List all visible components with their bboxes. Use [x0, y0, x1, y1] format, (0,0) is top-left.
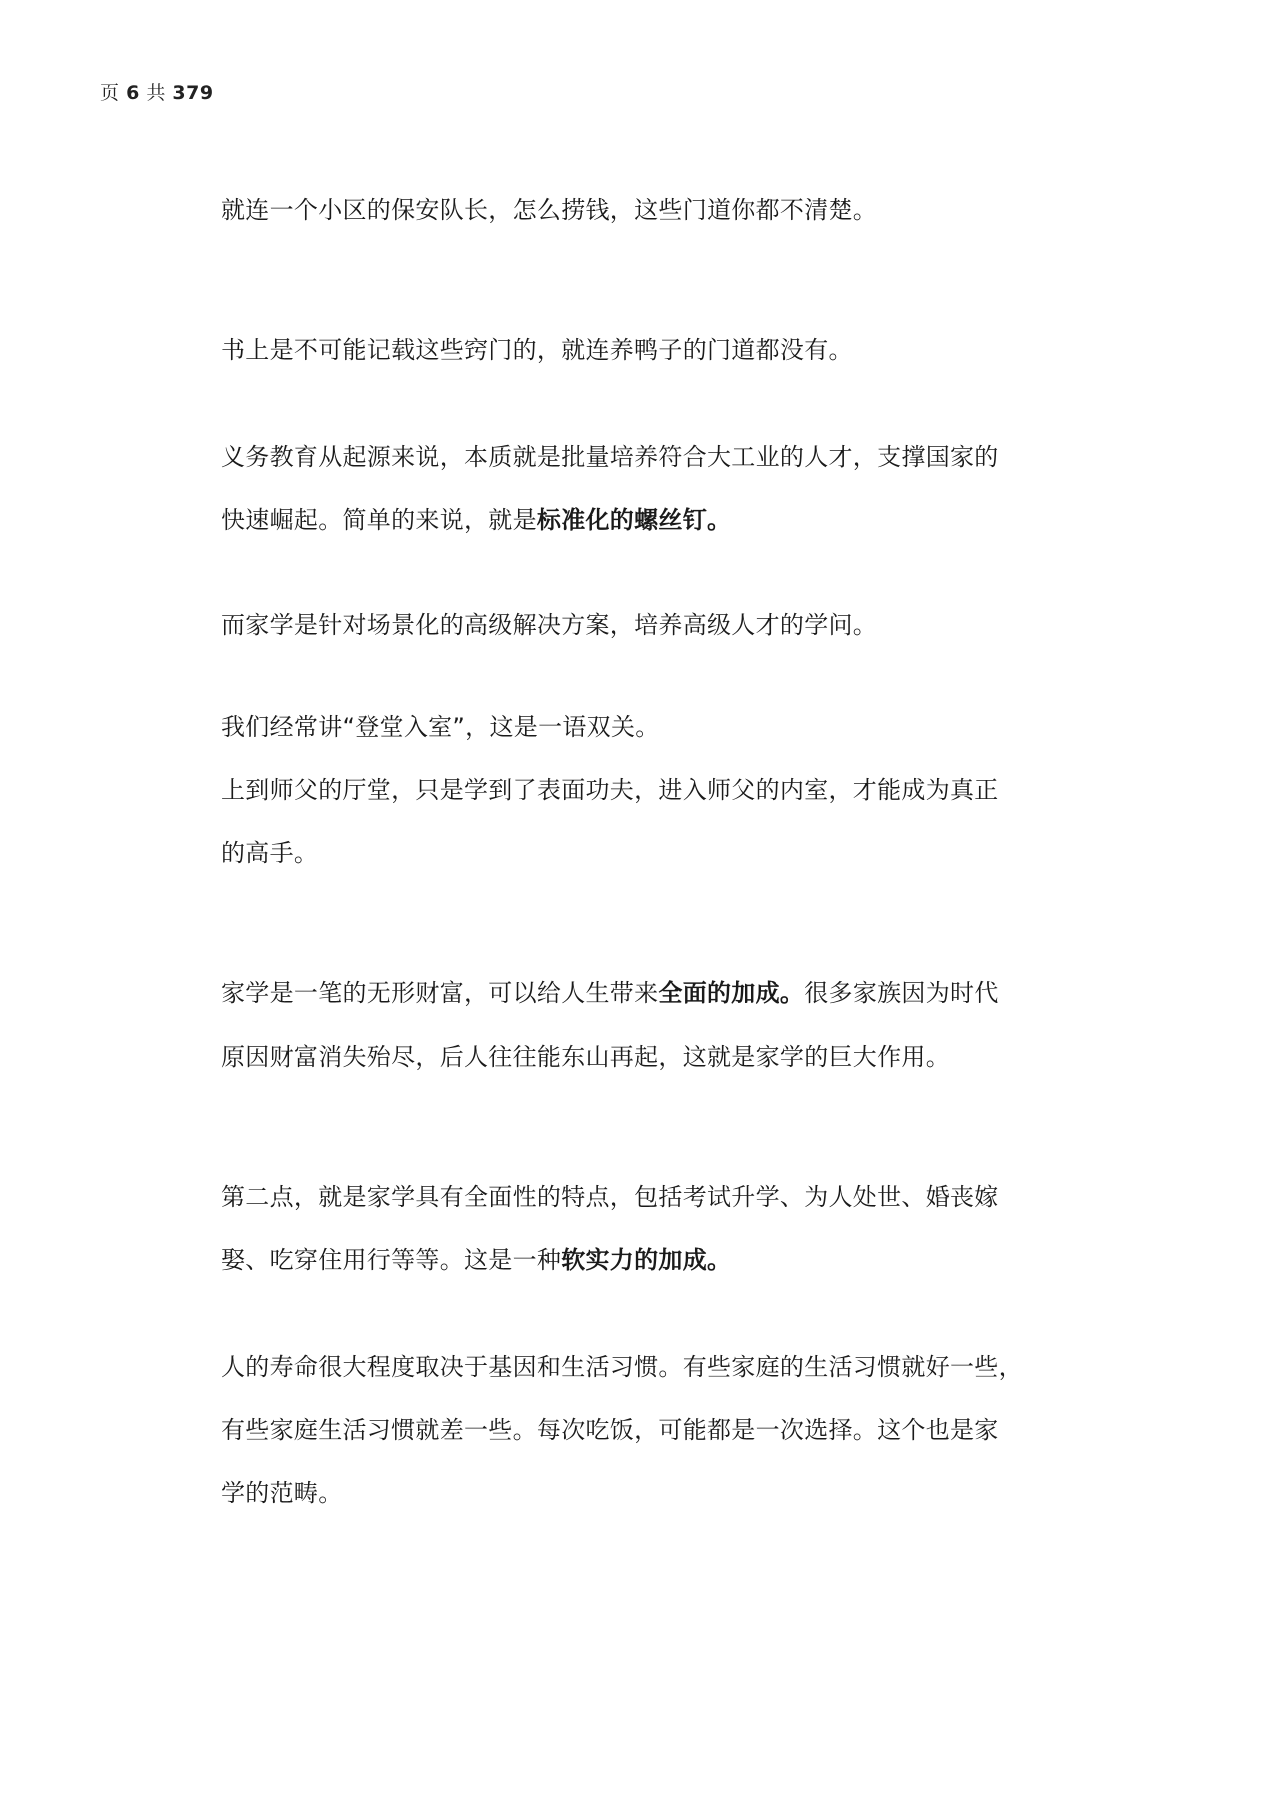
text-line-4-emphasis: 标准化的螺丝钉。 — [536, 506, 732, 534]
text-line-9-part-1: 家学是一笔的无形财富，可以给人生带来 — [221, 979, 659, 1007]
text-line-7 — [221, 775, 999, 805]
text-line-13-part-1: 人的寿命很大程度取决于基因和生活习惯。有些家庭的生活习惯就好一些， — [221, 1353, 1023, 1381]
text-line-12-emphasis: 软实力的加成。 — [561, 1246, 732, 1274]
text-line-2 — [221, 335, 853, 365]
page-label: 页 — [100, 82, 120, 104]
text-line-3-part-1: 义务教育从起源来说，本质就是批量培养符合大工业的人才，支撑国家的 — [221, 443, 999, 471]
text-line-10-part-1: 原因财富消失殆尽，后人往往能东山再起，这就是家学的巨大作用。 — [221, 1043, 950, 1071]
text-line-5-part-1: 而家学是针对场景化的高级解决方案，培养高级人才的学问。 — [221, 611, 878, 639]
text-line-4-part-1: 快速崛起。简单的来说，就是 — [221, 506, 537, 534]
text-line-11 — [221, 1182, 999, 1212]
text-line-9 — [221, 978, 999, 1008]
text-line-7-part-1: 上到师父的厅堂，只是学到了表面功夫，进入师父的内室，才能成为真正 — [221, 776, 999, 804]
text-line-9-emphasis: 全面的加成。 — [658, 979, 805, 1007]
text-line-5 — [221, 610, 877, 640]
text-line-4 — [221, 505, 731, 535]
text-line-6-part-1: 我们经常讲“登堂入室”，这是一语双关。 — [221, 713, 660, 741]
total-label: 共 — [146, 82, 166, 104]
page-number: 6 — [126, 82, 140, 104]
text-line-6 — [221, 712, 660, 742]
text-line-14-part-1: 有些家庭生活习惯就差一些。每次吃饭，可能都是一次选择。这个也是家 — [221, 1416, 999, 1444]
text-line-8-part-1: 的高手。 — [221, 839, 319, 867]
text-line-13 — [221, 1352, 1023, 1382]
text-line-2-part-1: 书上是不可能记载这些窍门的，就连养鸭子的门道都没有。 — [221, 336, 853, 364]
text-line-15-part-1: 学的范畴。 — [221, 1479, 343, 1507]
total-pages: 379 — [172, 82, 214, 104]
text-line-14 — [221, 1415, 999, 1445]
text-line-10 — [221, 1042, 950, 1072]
text-line-9-part-3: 很多家族因为时代 — [804, 979, 999, 1007]
text-line-12-part-1: 娶、吃穿住用行等等。这是一种 — [221, 1246, 562, 1274]
text-line-11-part-1: 第二点，就是家学具有全面性的特点，包括考试升学、为人处世、婚丧嫁 — [221, 1183, 999, 1211]
page-indicator — [100, 78, 214, 105]
text-line-3 — [221, 442, 999, 472]
text-line-1-part-1: 就连一个小区的保安队长，怎么捞钱，这些门道你都不清楚。 — [221, 196, 878, 224]
text-line-1 — [221, 195, 877, 225]
text-line-8 — [221, 838, 318, 868]
text-line-12 — [221, 1245, 731, 1275]
text-line-15 — [221, 1478, 343, 1508]
